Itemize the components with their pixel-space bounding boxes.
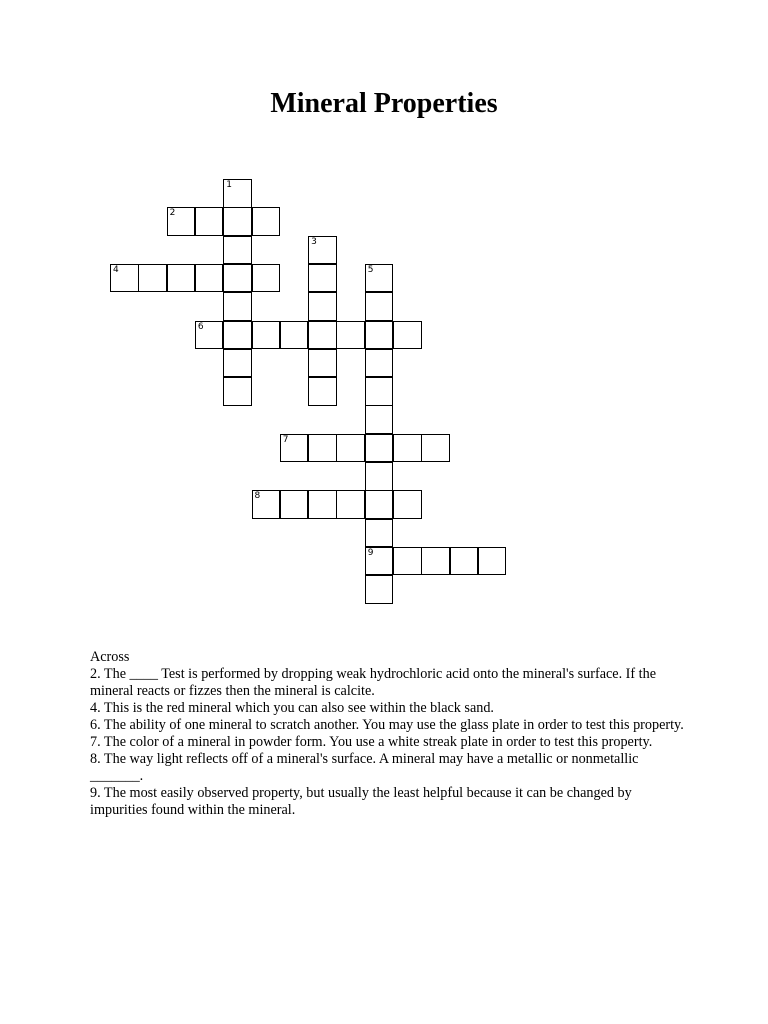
clue-number: 2 (169, 208, 176, 219)
crossword-cell[interactable] (308, 321, 337, 350)
clues-heading: Across (90, 649, 130, 665)
crossword-cell[interactable] (308, 349, 337, 378)
clue-number: 7 (282, 434, 289, 445)
crossword-cell[interactable] (252, 264, 281, 293)
clue-number: 1 (226, 180, 232, 190)
crossword-cell[interactable] (167, 207, 196, 236)
crossword-cell[interactable] (195, 321, 224, 350)
crossword-cell[interactable] (365, 377, 394, 406)
clue-item: 4. This is the red mineral which you can also see within the black sand. (90, 700, 494, 716)
crossword-cell[interactable] (280, 434, 309, 463)
crossword-cell[interactable] (223, 321, 252, 350)
crossword-cell[interactable] (336, 321, 365, 350)
crossword-cell[interactable] (393, 547, 422, 576)
clue-list (90, 649, 690, 819)
crossword-cell[interactable] (308, 490, 337, 519)
crossword-cell[interactable] (365, 519, 394, 548)
crossword-cell[interactable] (365, 405, 394, 434)
crossword-cell[interactable] (280, 321, 309, 350)
clue-number: 6 (197, 321, 204, 332)
clue-number: 8 (254, 491, 261, 502)
clue-number: 9 (367, 547, 374, 558)
crossword-cell[interactable] (280, 490, 309, 519)
crossword-cell[interactable] (365, 292, 394, 321)
crossword-cell[interactable] (365, 490, 394, 519)
crossword-cell[interactable] (421, 547, 450, 576)
crossword-cell[interactable] (252, 490, 281, 519)
clue-number: 3 (311, 236, 317, 247)
clue-number: 5 (367, 264, 374, 275)
crossword-cell[interactable] (421, 434, 450, 463)
crossword-cell[interactable] (223, 292, 252, 321)
crossword-cell[interactable] (223, 264, 252, 293)
crossword-cell[interactable] (393, 490, 422, 519)
crossword-cell[interactable] (308, 377, 337, 406)
crossword-cell[interactable] (365, 575, 394, 604)
crossword-cell[interactable] (138, 264, 167, 293)
crossword-cell[interactable] (167, 264, 196, 293)
crossword-cell[interactable] (308, 236, 337, 265)
crossword-cell[interactable] (336, 490, 365, 519)
crossword-cell[interactable] (365, 321, 394, 350)
crossword-cell[interactable] (365, 547, 394, 576)
crossword-cell[interactable] (252, 207, 281, 236)
clue-item: 2. The ____ Test is performed by dropping weak hydrochloric acid onto the mineral's surface. If the mineral reacts or fizzes then the mineral is calcite. (90, 666, 657, 699)
crossword-cell[interactable] (336, 434, 365, 463)
crossword-cell[interactable] (393, 321, 422, 350)
clue-item: 9. The most easily observed property, but usually the least helpful because it can be changed by impurities found within the mineral. (90, 785, 632, 818)
crossword-cell[interactable] (450, 547, 479, 576)
crossword-cell[interactable] (195, 264, 224, 293)
crossword-cell[interactable] (223, 349, 252, 378)
crossword-cell[interactable] (365, 462, 394, 491)
clue-number: 4 (113, 264, 119, 275)
clue-item: 7. The color of a mineral in powder form. You use a white streak plate in order to test this property. (90, 734, 653, 750)
clue-item: 8. The way light reflects off of a mineral's surface. A mineral may have a metallic or nonmetallic _______. (90, 751, 639, 784)
crossword-cell[interactable] (252, 321, 281, 350)
crossword-cell[interactable] (365, 349, 394, 378)
crossword-cell[interactable] (478, 547, 507, 576)
crossword-cell[interactable] (223, 236, 252, 265)
crossword-cell[interactable] (110, 264, 139, 293)
clue-item: 6. The ability of one mineral to scratch another. You may use the glass plate in order to test this property. (90, 717, 684, 733)
crossword-cell[interactable] (308, 264, 337, 293)
crossword-cell[interactable] (393, 434, 422, 463)
crossword-cell[interactable] (223, 179, 252, 208)
page-title: Mineral Properties (270, 88, 498, 119)
crossword-cell[interactable] (195, 207, 224, 236)
crossword-cell[interactable] (308, 292, 337, 321)
crossword-cell[interactable] (365, 434, 394, 463)
crossword-cell[interactable] (308, 434, 337, 463)
crossword-cell[interactable] (223, 207, 252, 236)
crossword-cell[interactable] (365, 264, 394, 293)
crossword-cell[interactable] (223, 377, 252, 406)
